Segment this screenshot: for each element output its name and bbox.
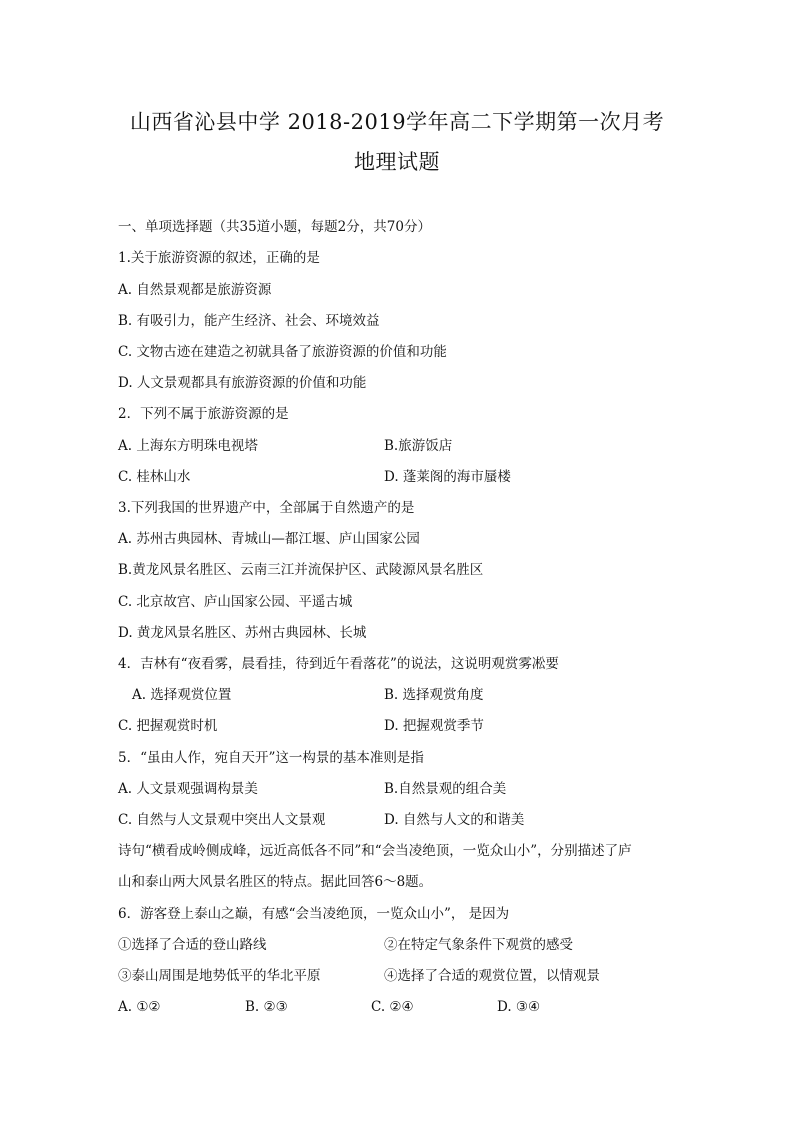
- question-4-option-c: C. 把握观赏时机: [118, 718, 218, 734]
- question-2-option-c: C. 桂林山水: [118, 469, 191, 485]
- question-3-option-a: A. 苏州古典园林、青城山—都江堰、庐山国家公园: [118, 531, 420, 547]
- question-2-stem: 2．下列不属于旅游资源的是: [118, 406, 289, 422]
- question-4-stem: 4．吉林有“夜看雾，晨看挂，待到近午看落花”的说法，这说明观赏雾凇要: [118, 656, 559, 672]
- passage-line-2: 山和泰山两大风景名胜区的特点。据此回答6～8题。: [118, 874, 433, 890]
- exam-title: 山西省沁县中学 2018-2019学年高二下学期第一次月考: [129, 110, 665, 134]
- question-5-option-c: C. 自然与人文景观中突出人文景观: [118, 812, 326, 828]
- question-1-option-a: A. 自然景观都是旅游资源: [118, 282, 272, 298]
- question-4-option-d: D. 把握观赏季节: [384, 718, 484, 734]
- question-5-option-d: D. 自然与人文的和谐美: [384, 812, 525, 828]
- question-6-statement-2: ②在特定气象条件下观赏的感受: [384, 937, 573, 953]
- question-2-option-d: D. 蓬莱阁的海市蜃楼: [384, 469, 511, 485]
- question-1-option-b: B. 有吸引力，能产生经济、社会、环境效益: [118, 313, 380, 329]
- question-1-option-d: D. 人文景观都具有旅游资源的价值和功能: [118, 375, 367, 391]
- question-6-option-d: D. ③④: [497, 999, 541, 1015]
- question-2-option-b: B.旅游饭店: [384, 438, 453, 454]
- question-3-option-d: D. 黄龙风景名胜区、苏州古典园林、长城: [118, 625, 367, 641]
- question-6-option-a: A. ①②: [118, 999, 161, 1015]
- question-1-option-c: C. 文物古迹在建造之初就具备了旅游资源的价值和功能: [118, 344, 447, 360]
- question-3-option-c: C. 北京故宫、庐山国家公园、平遥古城: [118, 594, 353, 610]
- question-5-stem: 5．“虽由人作，宛自天开”这一构景的基本准则是指: [118, 750, 424, 766]
- exam-subject-title: 地理试题: [354, 150, 440, 174]
- question-6-statement-1: ①选择了合适的登山路线: [118, 937, 267, 953]
- question-3-stem: 3.下列我国的世界遗产中，全部属于自然遗产的是: [118, 500, 415, 516]
- question-1-stem: 1.关于旅游资源的叙述，正确的是: [118, 250, 320, 266]
- question-4-option-b: B. 选择观赏角度: [384, 687, 484, 703]
- question-2-option-a: A. 上海东方明珠电视塔: [118, 438, 258, 454]
- section-heading: 一、单项选择题（共35道小题，每题2分，共70分）: [118, 219, 431, 235]
- question-6-stem: 6．游客登上泰山之巅，有感“会当凌绝顶，一览众山小”， 是因为: [118, 906, 510, 922]
- question-5-option-b: B.自然景观的组合美: [384, 781, 507, 797]
- question-6-option-c: C. ②④: [371, 999, 414, 1015]
- question-6-statement-4: ④选择了合适的观赏位置，以情观景: [384, 968, 600, 984]
- question-6-option-b: B. ②③: [245, 999, 288, 1015]
- question-5-option-a: A. 人文景观强调构景美: [118, 781, 258, 797]
- question-3-option-b: B.黄龙风景名胜区、云南三江并流保护区、武陵源风景名胜区: [118, 562, 484, 578]
- question-6-statement-3: ③泰山周围是地势低平的华北平原: [118, 968, 321, 984]
- passage-line-1: 诗句“横看成岭侧成峰，远近高低各不同”和“会当凌绝顶，一览众山小”，分别描述了庐: [118, 843, 632, 859]
- question-4-option-a: A. 选择观赏位置: [132, 687, 232, 703]
